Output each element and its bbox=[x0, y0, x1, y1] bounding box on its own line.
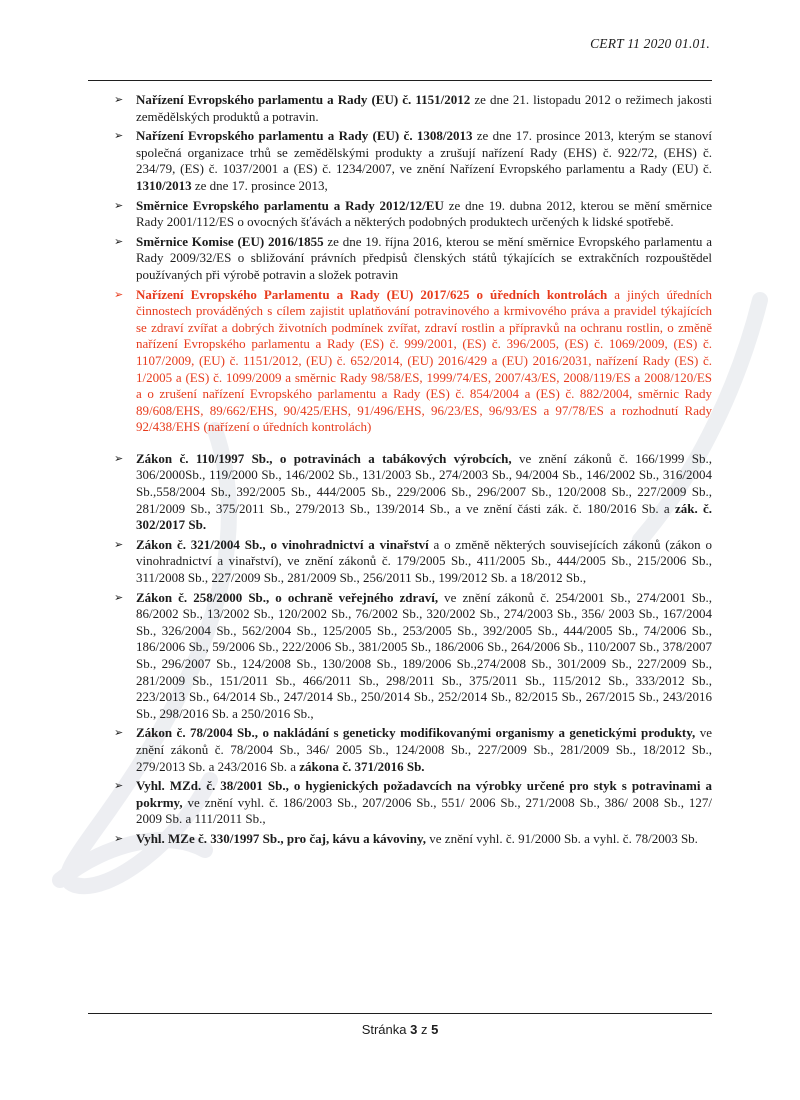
text-segment: z bbox=[417, 1022, 432, 1037]
text-segment: Stránka bbox=[361, 1022, 411, 1037]
bold-text-segment: Zákon č. 321/2004 Sb., o vinohradnictví a vinařství bbox=[136, 536, 429, 552]
arrow-bullet-icon: ➢ bbox=[114, 287, 124, 301]
header-rule bbox=[88, 80, 712, 81]
bold-text-segment: Směrnice Evropského parlamentu a Rady 2012/12/EU bbox=[136, 197, 444, 213]
bold-text-segment: zák. č. 302/2017 Sb. bbox=[136, 500, 712, 533]
bold-text-segment: Vyhl. MZd. č. 38/2001 Sb., o hygienických požadavcích na výrobky určené pro styk s potravinami a pokrmy, bbox=[136, 778, 712, 810]
list-item bbox=[114, 725, 712, 775]
text-segment: a jiných úředních činnostech prováděných s cílem zajistit uplatňování potravinového a krmivového práva a pravidel týkajících se zdraví zvířat a dobrých životních podmínek zvířat, zdraví rostlin a přípravků na ochranu rostlin, o změně nařízení Evropského parlamentu a Rady (ES) č. 999/2001, (ES) č. 396/2005, (ES) č. 1069/2009, (ES) č. 1107/2009, (EU) č. 1151/2012, (EU) č. 652/2014, (EU) 2016/429 a (EU) 2016/2031, nařízení Rady (ES) č. 1/2005 a (ES) č. 1099/2009 a směrnic Rady 98/58/ES, 1999/74/ES, 2007/43/ES, 2008/119/ES a 2008/120/ES a o zrušení nařízení Evropského parlamentu a Rady (ES) č. 854/2004 a (ES) č. 882/2004, směrnic Rady 89/608/EHS, 89/662/EHS, 90/425/EHS, 91/496/EHS, 96/23/ES, 96/93/ES a 97/78/ES a rozhodnutí Rady 92/438/EHS (nařízení o úředních kontrolách) bbox=[136, 286, 712, 435]
regulation-list bbox=[90, 92, 712, 848]
regulation-text bbox=[136, 537, 712, 587]
text-segment: ze dne 17. prosince 2013, bbox=[191, 177, 328, 193]
regulation-text bbox=[136, 128, 712, 194]
arrow-bullet-icon: ➢ bbox=[114, 451, 124, 465]
page-indicator bbox=[0, 1022, 800, 1037]
list-item bbox=[114, 451, 712, 534]
list-item bbox=[114, 198, 712, 231]
list-item bbox=[114, 128, 712, 194]
list-item bbox=[114, 234, 712, 284]
regulation-text bbox=[136, 831, 712, 848]
document-header: CERT 11 2020 01.01. bbox=[590, 36, 710, 51]
arrow-bullet-icon: ➢ bbox=[114, 537, 124, 551]
footer-rule bbox=[88, 1013, 712, 1014]
regulation-text bbox=[136, 198, 712, 231]
arrow-bullet-icon: ➢ bbox=[114, 93, 124, 106]
bold-text-segment: 3 bbox=[410, 1022, 418, 1037]
bold-text-segment: Nařízení Evropského parlamentu a Rady (EU) č. 1151/2012 bbox=[136, 92, 471, 107]
bold-text-segment: Vyhl. MZe č. 330/1997 Sb., pro čaj, kávu a kávoviny, bbox=[136, 830, 427, 846]
text-segment: ve znění vyhl. č. 91/2000 Sb. a vyhl. č. 78/2003 Sb. bbox=[426, 830, 698, 846]
bold-text-segment: Zákon č. 78/2004 Sb., o nakládání s geneticky modifikovanými organismy a genetickými produkty, bbox=[136, 725, 696, 741]
text-segment: ze dne 21. listopadu 2012 o režimech jakosti zemědělských produktů a potravin. bbox=[136, 92, 712, 124]
regulation-text bbox=[136, 287, 712, 436]
text-segment: ve znění zákonů č. 254/2001 Sb., 274/2001 Sb., 86/2002 Sb., 13/2002 Sb., 120/2002 Sb., 76/2002 Sb., 320/2002 Sb., 274/2003 Sb., 356/ 2003 Sb., 167/2004 Sb., 326/2004 Sb., 562/2004 Sb., 125/2005 Sb., 253/2005 Sb., 392/2005 Sb., 444/2005 Sb., 74/2006 Sb., 186/2006 Sb., 59/2006 Sb., 222/2006 Sb., 381/2005 Sb., 186/2006 Sb., 264/2006 Sb., 110/2007 Sb., 378/2007 Sb., 296/2007 Sb., 124/2008 Sb., 130/2008 Sb., 189/2006 Sb.,274/2008 Sb., 301/2009 Sb., 227/2009 Sb., 281/2009 Sb., 151/2011 Sb., 466/2011 Sb., 298/2011 Sb., 375/2011 Sb., 115/2012 Sb., 333/2012 Sb., 223/2013 Sb., 64/2014 Sb., 247/2014 Sb., 250/2014 Sb., 252/2014 Sb., 82/2015 Sb., 267/2015 Sb., 243/2016 Sb., 298/2016 Sb. a 250/2016 Sb., bbox=[136, 589, 712, 721]
bold-text-segment: 5 bbox=[431, 1022, 439, 1037]
bold-text-segment: Nařízení Evropského parlamentu a Rady (EU) č. 1308/2013 bbox=[136, 128, 473, 144]
arrow-bullet-icon: ➢ bbox=[114, 831, 124, 845]
regulation-text bbox=[136, 451, 712, 534]
bold-text-segment: zákona č. 371/2016 Sb. bbox=[299, 758, 425, 774]
text-segment: ve znění zákonů č. 78/2004 Sb., 346/ 2005 Sb., 124/2008 Sb., 227/2009 Sb., 281/2009 Sb., 18/2012 Sb., 279/2013 Sb. a 243/2016 Sb. a bbox=[136, 725, 712, 774]
regulation-text bbox=[136, 725, 712, 775]
list-item bbox=[114, 831, 712, 848]
list-item bbox=[114, 590, 712, 723]
arrow-bullet-icon: ➢ bbox=[114, 198, 124, 212]
bold-text-segment: Směrnice Komise (EU) 2016/1855 bbox=[136, 233, 324, 249]
bold-text-segment: Zákon č. 110/1997 Sb., o potravinách a tabákových výrobcích, bbox=[136, 450, 512, 466]
text-segment: a o změně některých souvisejících zákonů (zákon o vinohradnictví a vinařství), ve znění zákonů č. 179/2005 Sb., 411/2005 Sb., 444/2005 Sb., 215/2006 Sb., 311/2008 Sb., 227/2009 Sb., 281/2009 Sb., 256/2011 Sb., 199/2012 Sb. a 18/2012 Sb., bbox=[136, 536, 712, 586]
regulation-text bbox=[136, 234, 712, 284]
list-item bbox=[114, 778, 712, 828]
text-segment: ve znění zákonů č. 166/1999 Sb., 306/2000Sb., 119/2000 Sb., 146/2002 Sb., 131/2003 Sb., 274/2003 Sb., 94/2004 Sb., 146/2002 Sb., 316/2004 Sb.,558/2004 Sb., 392/2005 Sb., 444/2005 Sb., 229/2006 Sb., 296/2007 Sb., 120/2008 Sb., 227/2009 Sb., 281/2009 Sb., 375/2011 Sb., 279/2013 Sb., 139/2014 Sb., a ve znění části zák. č. 180/2016 Sb. a bbox=[136, 450, 712, 516]
arrow-bullet-icon: ➢ bbox=[114, 590, 124, 604]
list-item bbox=[114, 92, 712, 125]
arrow-bullet-icon: ➢ bbox=[114, 129, 124, 143]
text-segment: ze dne 19. října 2016, kterou se mění směrnice Evropského parlamentu a Rady 2009/32/ES o sbližování právních předpisů členských států týkajících se extrakčních rozpouštědel používaných při výrobě potravin a složek potravin bbox=[136, 233, 712, 282]
arrow-bullet-icon: ➢ bbox=[114, 779, 124, 793]
text-segment: ve znění vyhl. č. 186/2003 Sb., 207/2006 Sb., 551/ 2006 Sb., 271/2008 Sb., 386/ 2008 Sb., 127/ 2009 Sb. a 111/2011 Sb., bbox=[136, 794, 712, 827]
list-item bbox=[114, 287, 712, 436]
bold-text-segment: Zákon č. 258/2000 Sb., o ochraně veřejného zdraví, bbox=[136, 589, 439, 605]
document-body bbox=[90, 92, 712, 851]
arrow-bullet-icon: ➢ bbox=[114, 234, 124, 248]
list-item bbox=[114, 537, 712, 587]
regulation-text bbox=[136, 92, 712, 125]
text-segment: ze dne 19. dubna 2012, kterou se mění směrnice Rady 2001/112/ES o ovocných šťávách a některých podobných produktech určených k lidské spotřebě. bbox=[136, 197, 712, 230]
arrow-bullet-icon: ➢ bbox=[114, 726, 124, 740]
regulation-text bbox=[136, 778, 712, 828]
bold-text-segment: Nařízení Evropského Parlamentu a Rady (EU) 2017/625 o úředních kontrolách bbox=[136, 286, 608, 302]
text-segment: ze dne 17. prosince 2013, kterým se stanoví společná organizace trhů se zemědělskými produkty a zrušují nařízení Rady (EHS) č. 922/72, (EHS) č. 234/79, (ES) č. 1037/2001 a (ES) č. 1234/2007, ve znění Nařízení Evropského parlamentu a Rady (EU) č. bbox=[136, 128, 712, 177]
regulation-text bbox=[136, 590, 712, 723]
bold-text-segment: 1310/2013 bbox=[136, 177, 192, 193]
